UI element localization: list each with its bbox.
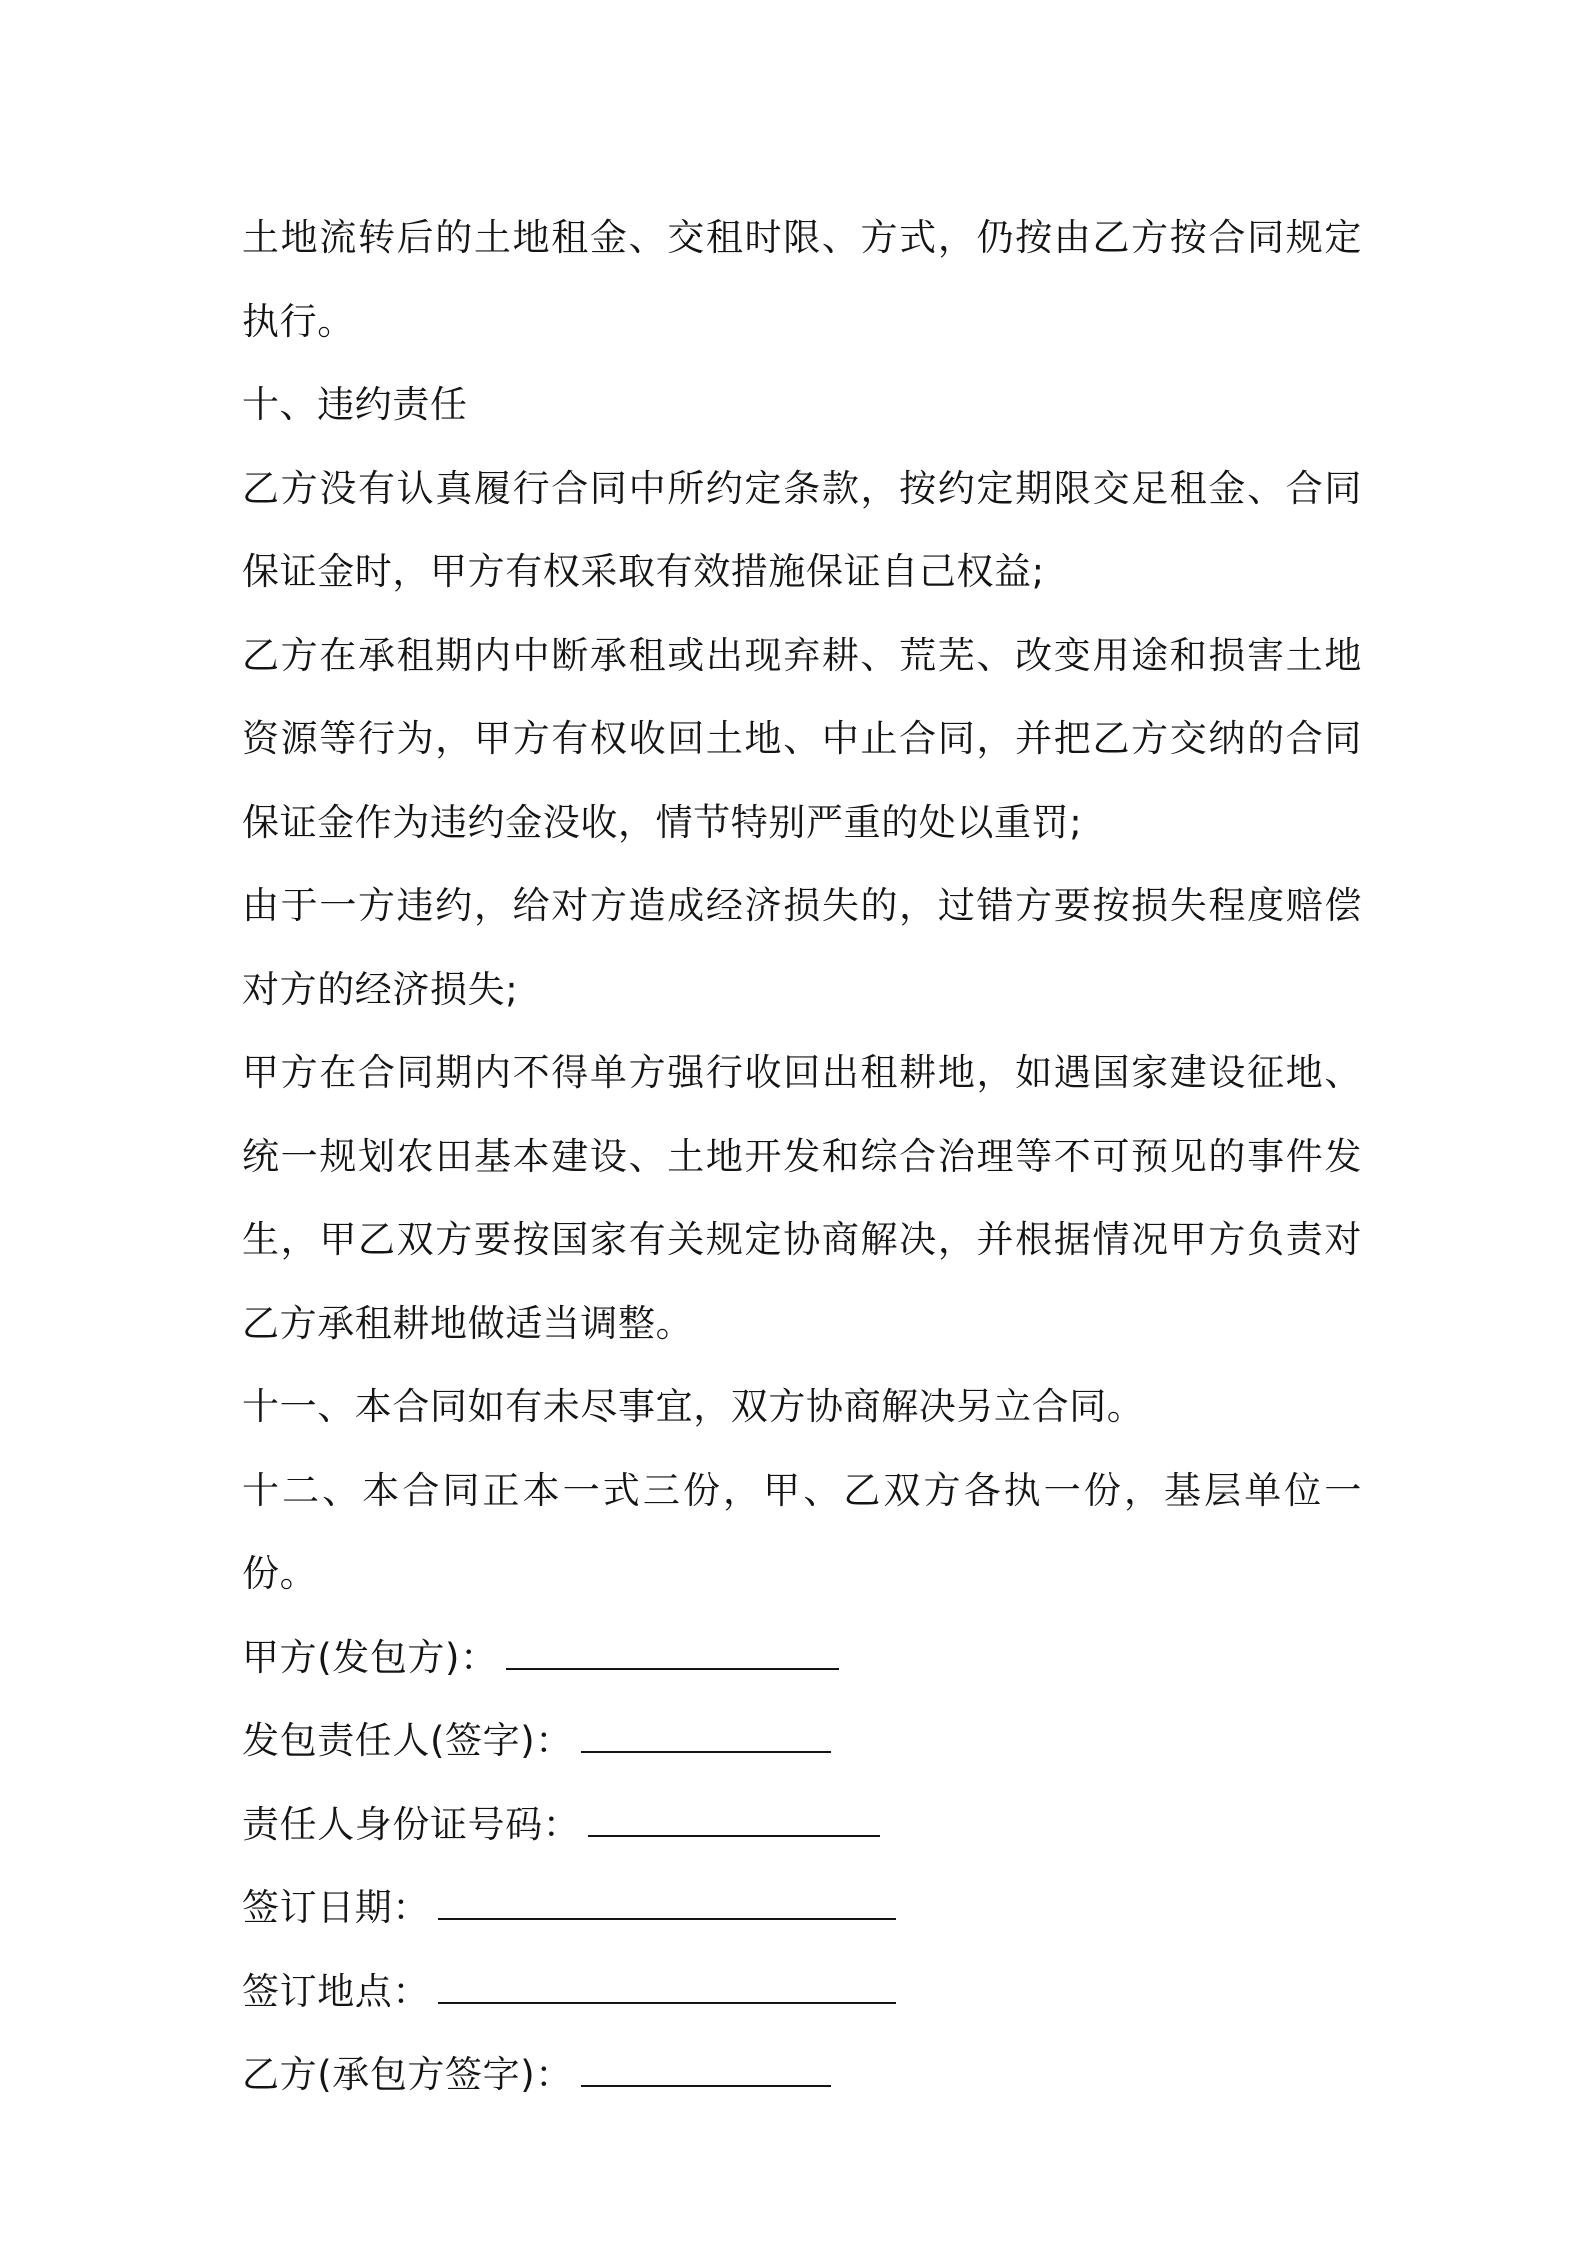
paragraph-breach-3: 由于一方违约，给对方造成经济损失的，过错方要按损失程度赔偿对方的经济损失; — [242, 884, 1362, 1011]
signature-place-label: 签订地点： — [242, 1969, 430, 2013]
signature-party-a-label: 甲方(发包方)： — [242, 1635, 498, 1679]
signature-party-b — [242, 2033, 1362, 2117]
signature-party-b-label: 乙方(承包方签字)： — [242, 2053, 573, 2096]
signature-responsible-person-blank[interactable] — [581, 1723, 831, 1753]
document-page — [242, 196, 1362, 2117]
paragraph-breach-4: 甲方在合同期内不得单方强行收回出租耕地，如遇国家建设征地、统一规划农田基本建设、土地开发和综合治理等不可预见的事件发生，甲乙双方要按国家有关规定协商解决，并根据情况甲方负责对乙方承租耕地做适当调整。 — [242, 1051, 1362, 1345]
paragraph-breach-1: 乙方没有认真履行合同中所约定条款，按约定期限交足租金、合同保证金时，甲方有权采取有效措施保证自己权益; — [242, 466, 1362, 593]
section-heading-breach: 十、违约责任 — [242, 383, 468, 426]
signature-responsible-person — [242, 1699, 1362, 1783]
signature-place-blank[interactable] — [438, 1974, 896, 2004]
section-eleven: 十一、本合同如有未尽事宜，双方协商解决另立合同。 — [242, 1385, 1145, 1428]
signature-date-blank[interactable] — [438, 1890, 896, 1920]
signature-id-number — [242, 1783, 1362, 1867]
signature-date — [242, 1866, 1362, 1950]
signature-id-number-label: 责任人身份证号码： — [242, 1802, 581, 1846]
signature-party-b-blank[interactable] — [581, 2057, 831, 2087]
signature-date-label: 签订日期： — [242, 1886, 430, 1929]
signature-party-a-blank[interactable] — [506, 1640, 839, 1670]
paragraph-rent-terms: 土地流转后的土地租金、交租时限、方式，仍按由乙方按合同规定执行。 — [242, 216, 1362, 343]
signature-responsible-person-label: 发包责任人(签字)： — [242, 1719, 573, 1762]
section-twelve: 十二、本合同正本一式三份，甲、乙双方各执一份，基层单位一份。 — [242, 1468, 1362, 1595]
signature-place — [242, 1950, 1362, 2034]
signature-party-a — [242, 1616, 1362, 1700]
signature-id-number-blank[interactable] — [588, 1807, 880, 1837]
paragraph-breach-2: 乙方在承租期内中断承租或出现弃耕、荒芜、改变用途和损害土地资源等行为，甲方有权收回土地、中止合同，并把乙方交纳的合同保证金作为违约金没收，情节特别严重的处以重罚; — [242, 633, 1362, 844]
